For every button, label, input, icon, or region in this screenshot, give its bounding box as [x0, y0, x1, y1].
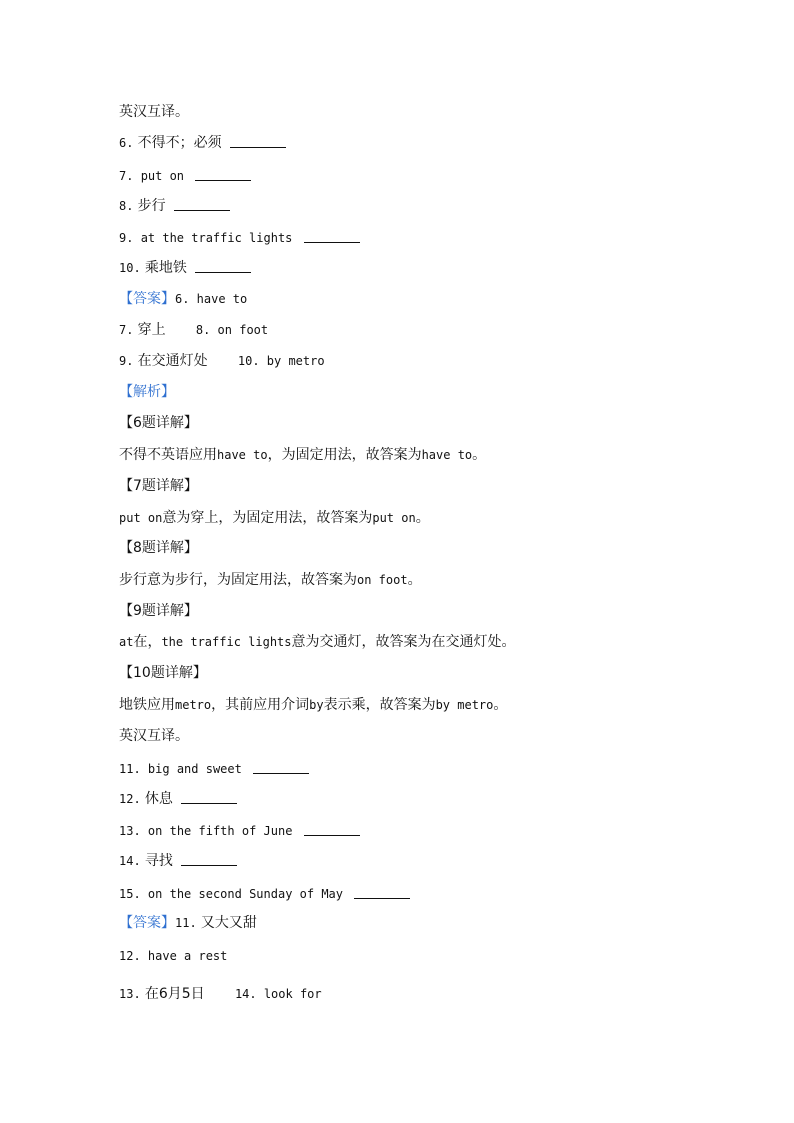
answer-line-4 — [119, 912, 257, 934]
question-text: on the second Sunday of May — [147, 887, 343, 901]
question-text: big and sweet — [147, 762, 242, 776]
question-number: 12. — [119, 792, 141, 806]
text-segment: ，其前应用介词 — [211, 697, 310, 713]
answer-line-2 — [119, 319, 268, 341]
detail-6-text — [119, 444, 486, 466]
question-9 — [119, 227, 360, 249]
detail-9-text — [119, 631, 516, 653]
question-number: 15. — [119, 887, 141, 901]
answer-14: 14. look for — [234, 987, 322, 1001]
text-segment: ，为固定用法，故答案为 — [267, 447, 422, 463]
question-text: 寻找 — [144, 853, 173, 869]
question-8 — [119, 195, 230, 217]
answer-line-1 — [119, 288, 247, 310]
question-14 — [119, 850, 237, 872]
question-number: 8. — [119, 199, 134, 213]
text-segment: 在， — [133, 634, 162, 650]
detail-10-text — [119, 694, 507, 716]
question-text: 不得不；必须 — [137, 135, 222, 151]
question-text: 步行 — [137, 198, 166, 214]
text-segment: 地铁应用 — [119, 697, 175, 713]
question-11 — [119, 758, 309, 780]
answer-blank — [181, 789, 237, 804]
text-segment: put on — [372, 511, 416, 525]
instruction: 英汉互译。 — [119, 728, 189, 744]
text-segment: on foot — [357, 573, 408, 587]
answer-7: 穿上 — [137, 322, 166, 338]
question-text: at the traffic lights — [140, 231, 293, 245]
answer-blank — [304, 228, 360, 243]
answer-9: 在交通灯处 — [137, 353, 208, 369]
detail-9-title: 【9题详解】 — [119, 603, 198, 619]
text-segment: 意为穿上，为固定用法，故答案为 — [162, 510, 373, 526]
text-segment: 。 — [472, 447, 487, 463]
answer-13: 在6月5日 — [144, 986, 205, 1002]
answer-blank — [304, 821, 360, 836]
text-segment: the traffic lights — [161, 635, 292, 649]
question-number: 7. — [119, 169, 134, 183]
text-segment: 。 — [407, 572, 422, 588]
answer-blank — [174, 196, 230, 211]
question-6 — [119, 132, 286, 154]
answer-blank — [354, 884, 410, 899]
question-text: on the fifth of June — [147, 824, 293, 838]
question-12 — [119, 788, 237, 810]
text-segment: by — [309, 698, 324, 712]
text-segment: have to — [421, 448, 473, 462]
question-13 — [119, 820, 360, 842]
answer-line-5 — [119, 983, 322, 1005]
detail-8-title: 【8题详解】 — [119, 540, 198, 556]
text-segment: 。 — [493, 697, 508, 713]
answer-6: 6. have to — [175, 292, 248, 306]
text-segment: 不得不英语应用 — [119, 447, 217, 463]
question-number: 6. — [119, 136, 134, 150]
question-number: 14. — [119, 854, 141, 868]
answer-11: 又大又甜 — [200, 915, 257, 931]
text-segment: 表示乘，故答案为 — [323, 697, 436, 713]
instruction: 英汉互译。 — [119, 104, 189, 120]
detail-10-title: 【10题详解】 — [119, 665, 207, 681]
text-segment: 意为交通灯，故答案为在交通灯处。 — [291, 634, 516, 650]
answer-10: 10. by metro — [237, 354, 325, 368]
question-number: 10. — [119, 261, 141, 275]
text-segment: by metro — [435, 698, 494, 712]
detail-7-title: 【7题详解】 — [119, 478, 198, 494]
question-10 — [119, 257, 251, 279]
answer-number: 7. — [119, 323, 134, 337]
question-text: put on — [140, 169, 185, 183]
answer-8: 8. on foot — [195, 323, 269, 337]
question-number: 9. — [119, 231, 134, 245]
answer-tag: 【答案】 — [119, 915, 175, 931]
question-number: 13. — [119, 824, 141, 838]
detail-8-text — [119, 569, 422, 591]
answer-tag: 【答案】 — [119, 291, 175, 307]
question-15 — [119, 883, 410, 905]
text-segment: metro — [175, 698, 212, 712]
answer-blank — [181, 851, 237, 866]
text-segment: 。 — [415, 510, 430, 526]
answer-number: 13. — [119, 987, 141, 1001]
question-7 — [119, 165, 251, 187]
answer-number: 9. — [119, 354, 134, 368]
detail-6-title: 【6题详解】 — [119, 415, 198, 431]
text-segment: have to — [217, 448, 268, 462]
answer-blank — [230, 133, 286, 148]
answer-blank — [253, 759, 309, 774]
text-segment: 步行意为步行，为固定用法，故答案为 — [119, 572, 357, 588]
answer-line-3 — [119, 350, 325, 372]
text-segment: at — [119, 635, 134, 649]
question-number: 11. — [119, 762, 141, 776]
answer-number: 11. — [175, 916, 197, 930]
analysis-tag: 【解析】 — [119, 384, 175, 400]
detail-7-text — [119, 507, 430, 529]
answer-blank — [195, 166, 251, 181]
text-segment: put on — [119, 511, 163, 525]
question-text: 乘地铁 — [144, 260, 187, 276]
answer-blank — [195, 258, 251, 273]
question-text: 休息 — [144, 791, 173, 807]
answer-12: 12. have a rest — [119, 949, 228, 963]
